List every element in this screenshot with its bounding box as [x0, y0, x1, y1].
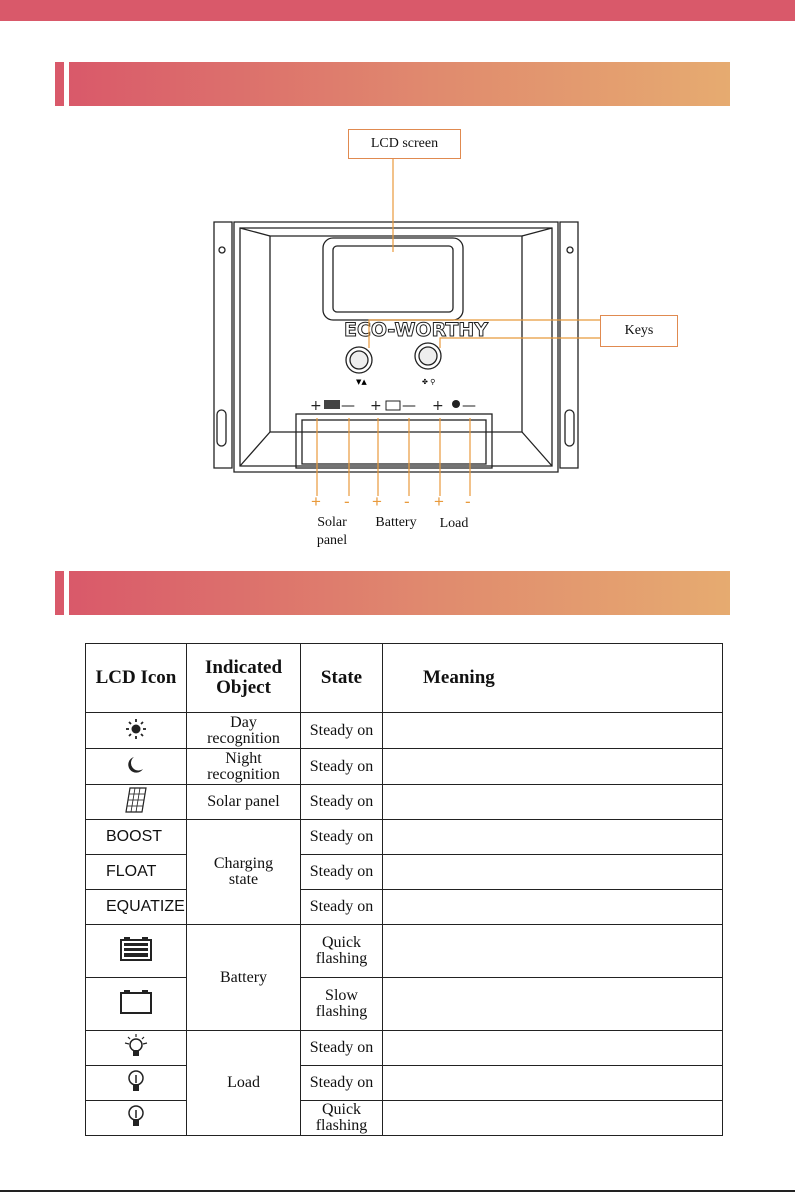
svg-text:+: +: [310, 398, 322, 414]
state-cell: Steady on: [301, 713, 383, 749]
bulb-icon: [86, 1101, 187, 1136]
float-indicator: FLOAT: [86, 855, 187, 890]
svg-text:✤ ⚲: ✤ ⚲: [422, 378, 436, 386]
meaning-cell: [383, 749, 723, 785]
sun-icon: [86, 713, 187, 749]
object-cell: Solar panel: [187, 785, 301, 820]
keys-callout: Keys: [600, 315, 678, 347]
meaning-cell: [383, 785, 723, 820]
table-row: [86, 925, 723, 978]
state-cell: Quick flashing: [301, 925, 383, 978]
solar-plus-sign: +: [311, 492, 321, 511]
top-accent-bar: [0, 0, 795, 21]
section-header-bar-1: [55, 62, 730, 106]
table-row: [86, 713, 723, 749]
moon-icon: [86, 749, 187, 785]
header-lcd-icon: LCD Icon: [86, 644, 187, 713]
state-cell: Quick flashing: [301, 1101, 383, 1136]
table-row: [86, 1066, 723, 1101]
svg-text:—: —: [402, 398, 416, 414]
table-row: [86, 978, 723, 1031]
solar-minus-sign: -: [344, 492, 350, 511]
state-cell: Steady on: [301, 820, 383, 855]
table-row: [86, 855, 723, 890]
battery-empty-icon: [86, 978, 187, 1031]
table-header-row: [86, 644, 723, 713]
solar-panel-icon: [86, 785, 187, 820]
state-cell: Slow flashing: [301, 978, 383, 1031]
meaning-cell: [383, 925, 723, 978]
table-row: [86, 749, 723, 785]
meaning-cell: [383, 713, 723, 749]
object-cell: Battery: [187, 925, 301, 1031]
load-label: Load: [439, 516, 469, 531]
svg-text:—: —: [341, 398, 355, 414]
header-indicated-object: Indicated Object: [187, 644, 301, 713]
battery-full-icon: [86, 925, 187, 978]
table-row: [86, 890, 723, 925]
table-row: [86, 785, 723, 820]
load-plus-sign: +: [434, 492, 444, 511]
svg-text:+: +: [370, 398, 382, 414]
state-cell: Steady on: [301, 855, 383, 890]
svg-text:—: —: [462, 398, 476, 414]
state-cell: Steady on: [301, 785, 383, 820]
table-row: [86, 1101, 723, 1136]
header-meaning: Meaning: [383, 644, 723, 713]
meaning-cell: [383, 890, 723, 925]
meaning-cell: [383, 978, 723, 1031]
state-cell: Steady on: [301, 1031, 383, 1066]
lcd-icon-table: [85, 643, 723, 1136]
table-row: [86, 820, 723, 855]
state-cell: Steady on: [301, 890, 383, 925]
equatize-indicator: EQUATIZE: [86, 890, 187, 925]
meaning-cell: [383, 1101, 723, 1136]
battery-label: Battery: [375, 515, 417, 530]
section-header-bar-2: [55, 571, 730, 615]
object-cell: Load: [187, 1031, 301, 1136]
battery-plus-sign: +: [372, 492, 382, 511]
state-cell: Steady on: [301, 749, 383, 785]
bulb-on-icon: [86, 1031, 187, 1066]
bulb-icon: [86, 1066, 187, 1101]
meaning-cell: [383, 855, 723, 890]
svg-text:+: +: [432, 398, 444, 414]
meaning-cell: [383, 1066, 723, 1101]
solar-panel-label: Solar panel: [316, 515, 348, 548]
brand-logo: ECO-WORTHY: [344, 319, 488, 341]
meaning-cell: [383, 820, 723, 855]
battery-minus-sign: -: [404, 492, 410, 511]
svg-text:▼▲: ▼▲: [356, 378, 367, 386]
object-cell: Day recognition: [187, 713, 301, 749]
state-cell: Steady on: [301, 1066, 383, 1101]
object-cell: Night recognition: [187, 749, 301, 785]
lcd-screen-callout: LCD screen: [348, 129, 461, 159]
object-cell: Charging state: [187, 820, 301, 925]
load-minus-sign: -: [465, 492, 471, 511]
table-row: [86, 1031, 723, 1066]
header-state: State: [301, 644, 383, 713]
boost-indicator: BOOST: [86, 820, 187, 855]
meaning-cell: [383, 1031, 723, 1066]
